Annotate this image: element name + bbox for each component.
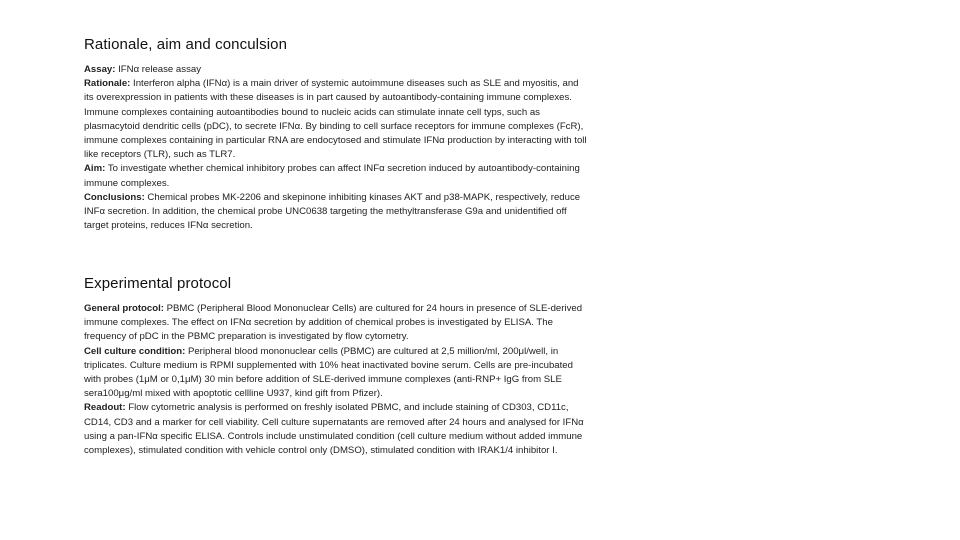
paragraph-label: Rationale: bbox=[84, 78, 131, 90]
paragraph-label: Aim: bbox=[84, 163, 106, 175]
section-title: Rationale, aim and conculsion bbox=[84, 36, 288, 53]
paragraph-label: Conclusions: bbox=[84, 191, 145, 203]
assay-paragraph bbox=[84, 63, 589, 77]
paragraph-text: To investigate whether chemical inhibitory probes can affect INFα secretion induced by autoantibody-containing immune complexes. bbox=[84, 163, 580, 189]
rationale-paragraph bbox=[84, 77, 589, 162]
paragraph-label: Cell culture condition: bbox=[84, 345, 186, 357]
section-experimental-protocol bbox=[84, 275, 589, 458]
readout-paragraph bbox=[84, 401, 589, 458]
paragraph-text: Chemical probes MK-2206 and skepinone inhibiting kinases AKT and p38-MAPK, respectively, reduce INFα secretion. In addition, the chemical probe UNC0638 targeting the methyltransferase G9a and unidentified off target proteins, reduces IFNα secretion. bbox=[84, 191, 581, 232]
general-protocol-paragraph bbox=[84, 302, 589, 345]
aim-paragraph bbox=[84, 162, 589, 190]
conclusions-paragraph bbox=[84, 191, 589, 234]
paragraph-label: Readout: bbox=[84, 402, 126, 414]
paragraph-text: PBMC (Peripheral Blood Mononuclear Cells) are cultured for 24 hours in presence of SLE-derived immune complexes. The effect on IFNα secretion by addition of chemical probes is investigated by ELISA. The frequency of pDC in the PBMC preparation is investigated by flow cytometry. bbox=[84, 303, 583, 343]
paragraph-text: Peripheral blood mononuclear cells (PBMC) are cultured at 2,5 million/ml, 200μl/well, in triplicates. Culture medium is RPMI supplemented with 10% heat inactivated bovine serum. Cells are pre-incubated with probes (1μM or 0,1μM) 30 min before addition of SLE-derived immune complexes (anti-RNP+ IgG from SLE sera100μg/ml mixed with apoptotic cellline U937, kind gift from Pfizer). bbox=[84, 345, 573, 400]
paragraph-label: Assay: bbox=[84, 64, 116, 75]
paragraph-text: Interferon alpha (IFNα) is a main driver of systemic autoimmune diseases such as SLE and myositis, and its overexpression in patients with these diseases is in part caused by autoantibody-containing immune complexes. Immune complexes containing autoantibodies bound to nucleic acids can stimulate innate cell typs, such as plasmacytoid dendritic cells (pDC), to secrete IFNα. By binding to cell surface receptors for immune complexes (FcR), immune complexes containing in particular RNA are endocytosed and stimulate IFNα production by interacting with toll like receptors (TLR), such as TLR7. bbox=[84, 78, 587, 161]
paragraph-label: General protocol: bbox=[84, 303, 164, 314]
paragraph-text: Flow cytometric analysis is performed on freshly isolated PBMC, and include staining of CD303, CD11c, CD14, CD3 and a marker for cell viability. Cell culture supernatants are removed after 24 hours and analysed for IFNα using a pan-IFNα specific ELISA. Controls include unstimulated condition (cell culture medium without added immune complexes), stimulated condition with vehicle control only (DMSO), stimulated condition with IRAK1/4 inhibitor I. bbox=[84, 402, 584, 457]
cell-culture-paragraph bbox=[84, 345, 589, 402]
paragraph-text: IFNα release assay bbox=[115, 64, 201, 75]
section-rationale bbox=[84, 36, 589, 233]
section-title: Experimental protocol bbox=[84, 275, 232, 292]
